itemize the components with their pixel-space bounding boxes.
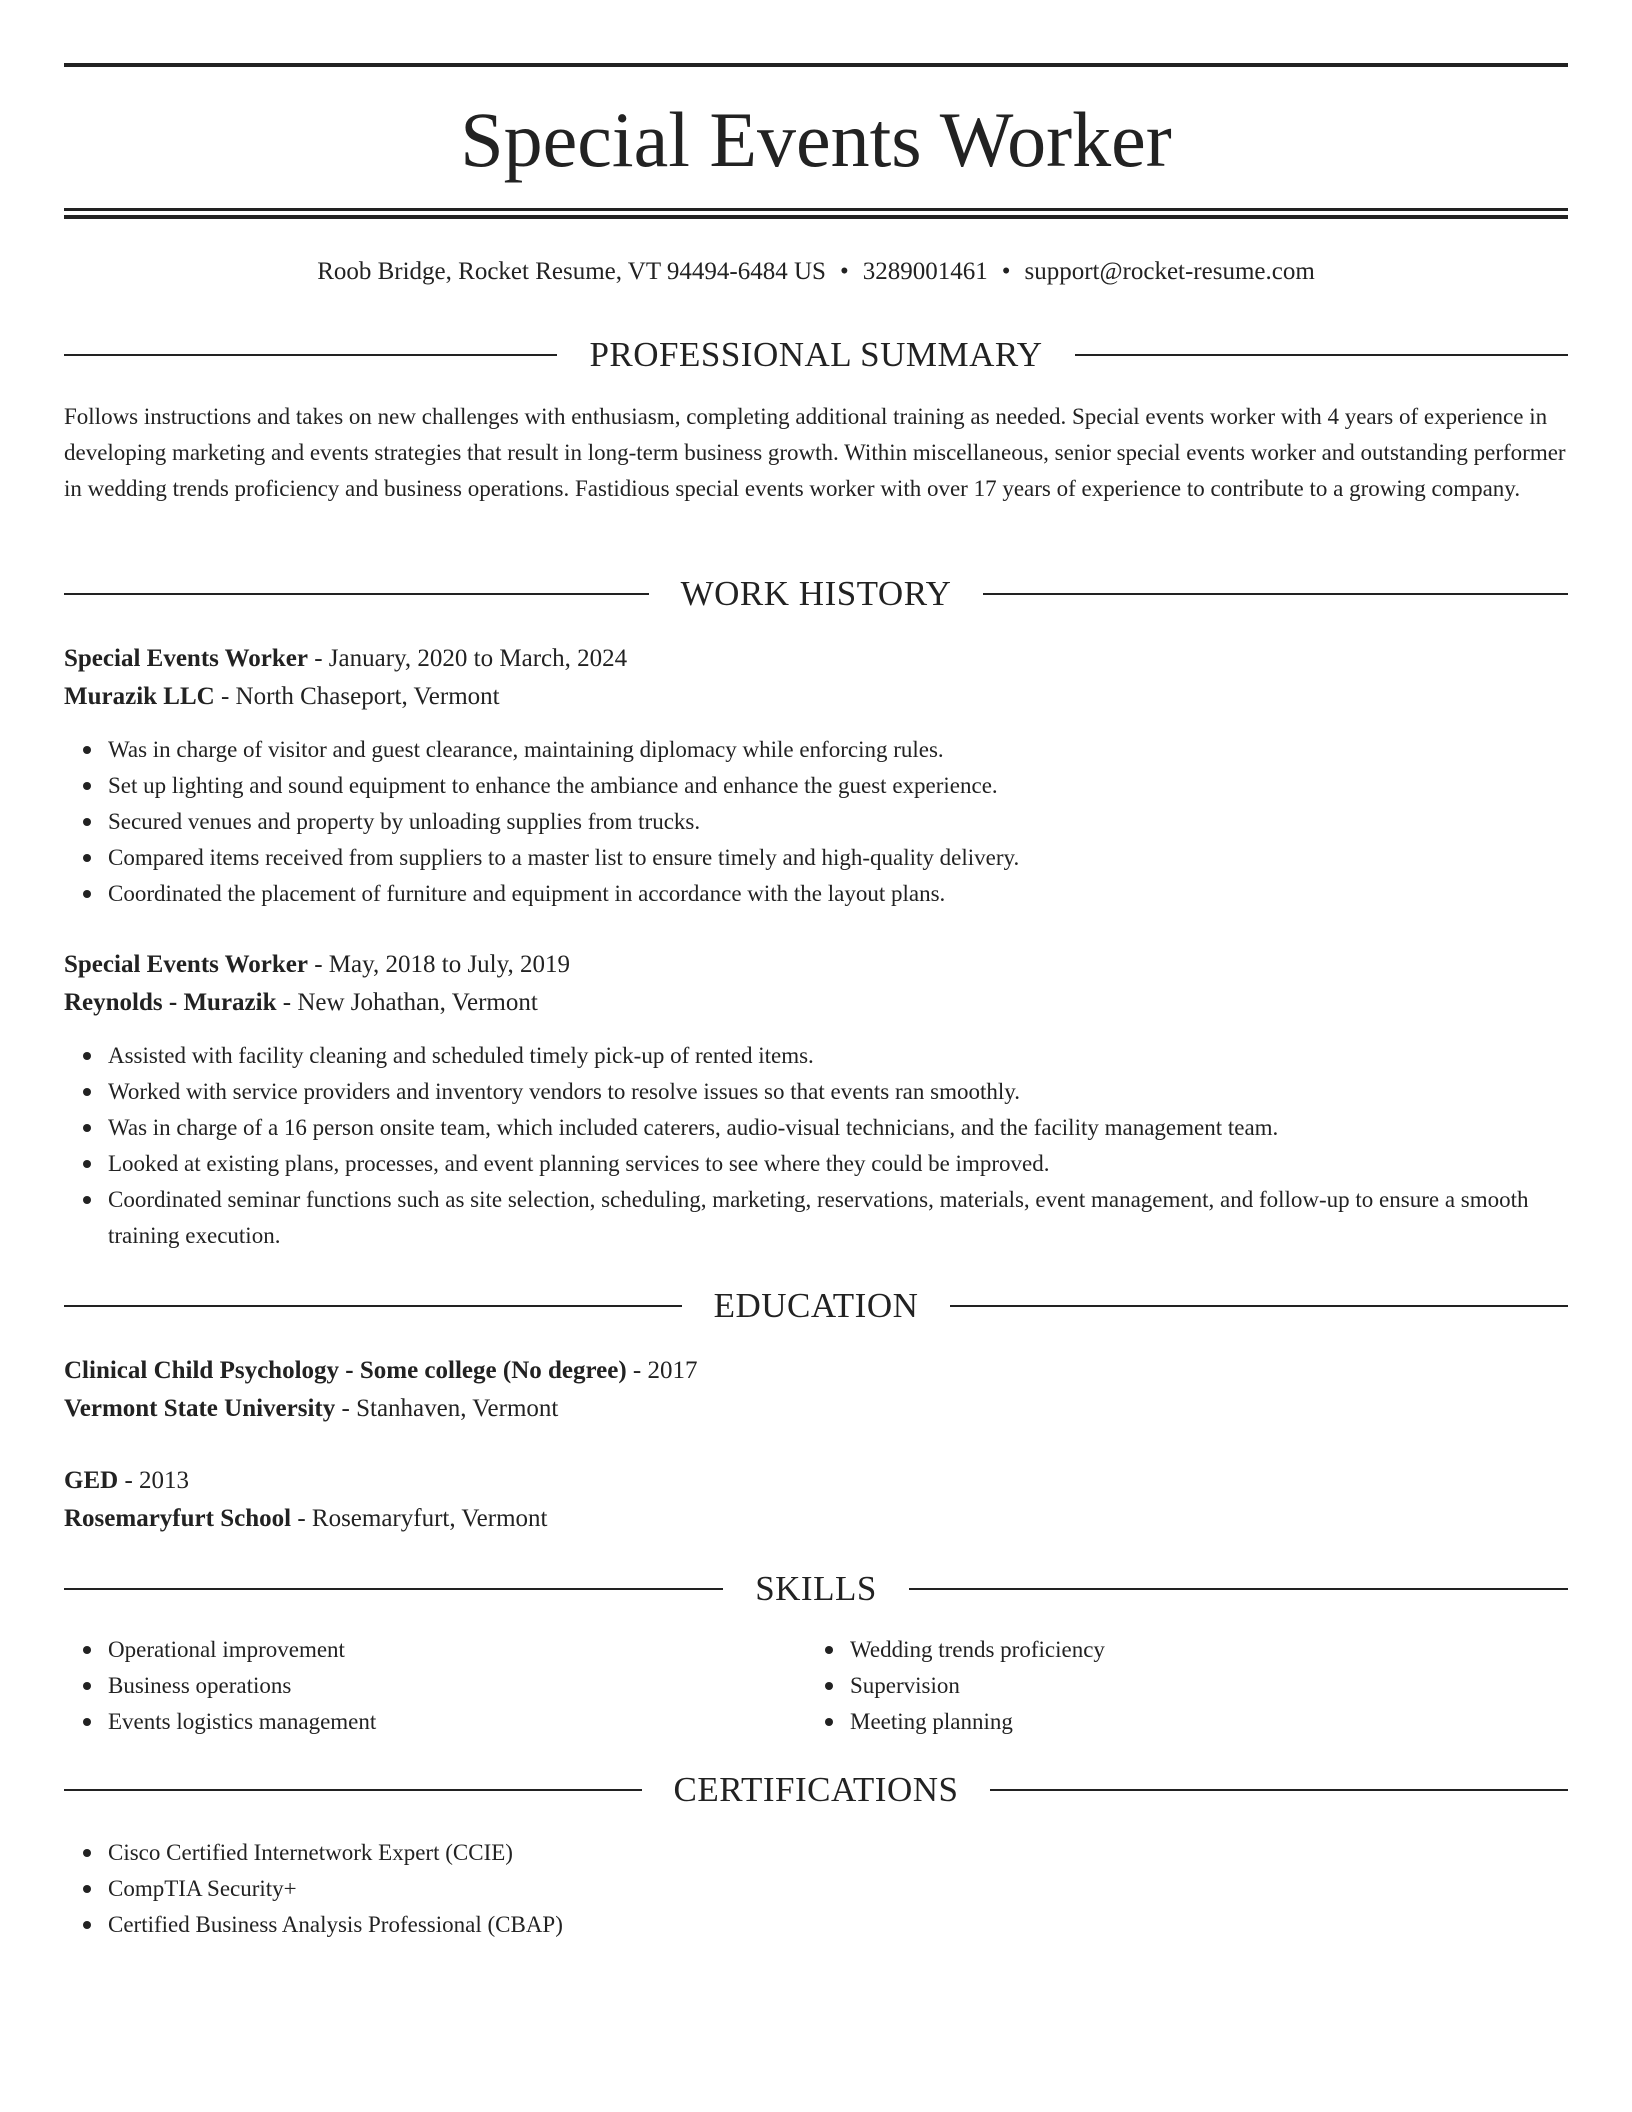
job-entry xyxy=(64,946,1568,1254)
section-heading-education xyxy=(64,1284,1568,1328)
contact-phone: 3289001461 xyxy=(862,258,988,285)
job-bullet: Assisted with facility cleaning and scheduled timely pick-up of rented items. xyxy=(108,1038,1568,1074)
job-company-line xyxy=(64,984,1568,1022)
contact-address: Roob Bridge, Rocket Resume, VT 94494-6484 US xyxy=(317,258,826,285)
education-degree-line xyxy=(64,1352,1568,1390)
section-rule xyxy=(64,1305,682,1307)
section-heading-skills xyxy=(64,1567,1568,1611)
certification-item: CompTIA Security+ xyxy=(108,1871,1568,1907)
job-entry xyxy=(64,640,1568,912)
section-rule xyxy=(909,1588,1568,1590)
job-dates: - January, 2020 to March, 2024 xyxy=(307,645,628,672)
skill-item: Events logistics management xyxy=(108,1704,806,1740)
section-rule xyxy=(983,593,1568,595)
job-bullet: Compared items received from suppliers to a master list to ensure timely and high-quality delivery. xyxy=(108,840,1568,876)
job-bullet: Looked at existing plans, processes, and event planning services to see where they could be improved. xyxy=(108,1146,1568,1182)
section-title: CERTIFICATIONS xyxy=(673,1770,959,1809)
job-bullets xyxy=(64,732,1568,912)
job-company: Reynolds - Murazik xyxy=(64,989,277,1016)
certification-bullets xyxy=(64,1835,1568,1943)
certification-item: Certified Business Analysis Professional (CBAP) xyxy=(108,1907,1568,1943)
job-bullet: Was in charge of visitor and guest clearance, maintaining diplomacy while enforcing rules. xyxy=(108,732,1568,768)
job-bullet: Was in charge of a 16 person onsite team, which included caterers, audio-visual technicians, and the facility management team. xyxy=(108,1110,1568,1146)
section-rule xyxy=(64,354,557,356)
certification-item: Cisco Certified Internetwork Expert (CCIE) xyxy=(108,1835,1568,1871)
certifications-list xyxy=(64,1835,1568,1943)
section-rule xyxy=(990,1789,1568,1791)
header-top-rule xyxy=(64,63,1568,67)
job-location: - New Johathan, Vermont xyxy=(276,989,538,1016)
job-bullet: Worked with service providers and inventory vendors to resolve issues so that events ran smoothly. xyxy=(108,1074,1568,1110)
contact-line xyxy=(64,254,1568,290)
section-heading-work xyxy=(64,572,1568,616)
education-degree: Clinical Child Psychology - Some college (No degree) xyxy=(64,1357,627,1384)
job-title-line xyxy=(64,946,1568,984)
job-title-line xyxy=(64,640,1568,678)
section-title: SKILLS xyxy=(755,1569,877,1608)
section-rule xyxy=(64,1588,723,1590)
section-title: PROFESSIONAL SUMMARY xyxy=(589,335,1043,374)
contact-email: support@rocket-resume.com xyxy=(1024,258,1315,285)
section-title: WORK HISTORY xyxy=(680,574,952,613)
job-company: Murazik LLC xyxy=(64,683,215,710)
education-school: Vermont State University xyxy=(64,1395,336,1422)
section-heading-certifications xyxy=(64,1768,1568,1812)
education-year: - 2017 xyxy=(626,1357,698,1384)
resume-title: Special Events Worker xyxy=(460,96,1172,183)
education-school-line xyxy=(64,1390,1568,1428)
contact-separator: • xyxy=(1001,258,1011,285)
education-entry xyxy=(64,1462,1568,1538)
job-location: - North Chaseport, Vermont xyxy=(214,683,500,710)
job-title: Special Events Worker xyxy=(64,645,308,672)
skill-item: Meeting planning xyxy=(850,1704,1548,1740)
education-year: - 2013 xyxy=(118,1467,190,1494)
education-school-line xyxy=(64,1500,1568,1538)
skill-item: Operational improvement xyxy=(108,1632,806,1668)
header-double-rule xyxy=(64,208,1568,219)
skills-bullets xyxy=(64,1632,806,1740)
skill-item: Supervision xyxy=(850,1668,1548,1704)
job-title: Special Events Worker xyxy=(64,951,308,978)
section-rule xyxy=(1075,354,1568,356)
education-school: Rosemaryfurt School xyxy=(64,1505,292,1532)
education-location: - Rosemaryfurt, Vermont xyxy=(291,1505,548,1532)
job-bullets xyxy=(64,1038,1568,1254)
skills-bullets xyxy=(806,1632,1548,1740)
section-title: EDUCATION xyxy=(713,1286,919,1325)
job-company-line xyxy=(64,678,1568,716)
job-bullet: Set up lighting and sound equipment to enhance the ambiance and enhance the guest experience. xyxy=(108,768,1568,804)
education-degree-line xyxy=(64,1462,1568,1500)
education-entry xyxy=(64,1352,1568,1428)
job-bullet: Coordinated the placement of furniture and equipment in accordance with the layout plans. xyxy=(108,876,1568,912)
skill-item: Business operations xyxy=(108,1668,806,1704)
job-dates: - May, 2018 to July, 2019 xyxy=(307,951,571,978)
education-location: - Stanhaven, Vermont xyxy=(335,1395,559,1422)
section-heading-summary xyxy=(64,333,1568,377)
section-rule xyxy=(64,593,649,595)
skills-list xyxy=(64,1632,1568,1740)
skills-column-right xyxy=(806,1632,1548,1740)
section-rule xyxy=(950,1305,1568,1307)
education-degree: GED xyxy=(64,1467,119,1494)
job-bullet: Coordinated seminar functions such as site selection, scheduling, marketing, reservations, materials, event management, and follow-up to ensure a smooth training execution. xyxy=(108,1182,1568,1254)
section-rule xyxy=(64,1789,642,1791)
skill-item: Wedding trends proficiency xyxy=(850,1632,1548,1668)
skills-column-left xyxy=(64,1632,806,1740)
summary-text: Follows instructions and takes on new challenges with enthusiasm, completing additional training as needed. Special events worker with 4 years of experience in developing marketing and events strategies that result in long-term business growth. Within miscellaneous, senior special events worker and outstanding performer in wedding trends proficiency and business operations. Fastidious special events worker with over 17 years of experience to contribute to a growing company. xyxy=(64,404,1566,501)
job-bullet: Secured venues and property by unloading supplies from trucks. xyxy=(108,804,1568,840)
contact-separator: • xyxy=(839,258,849,285)
